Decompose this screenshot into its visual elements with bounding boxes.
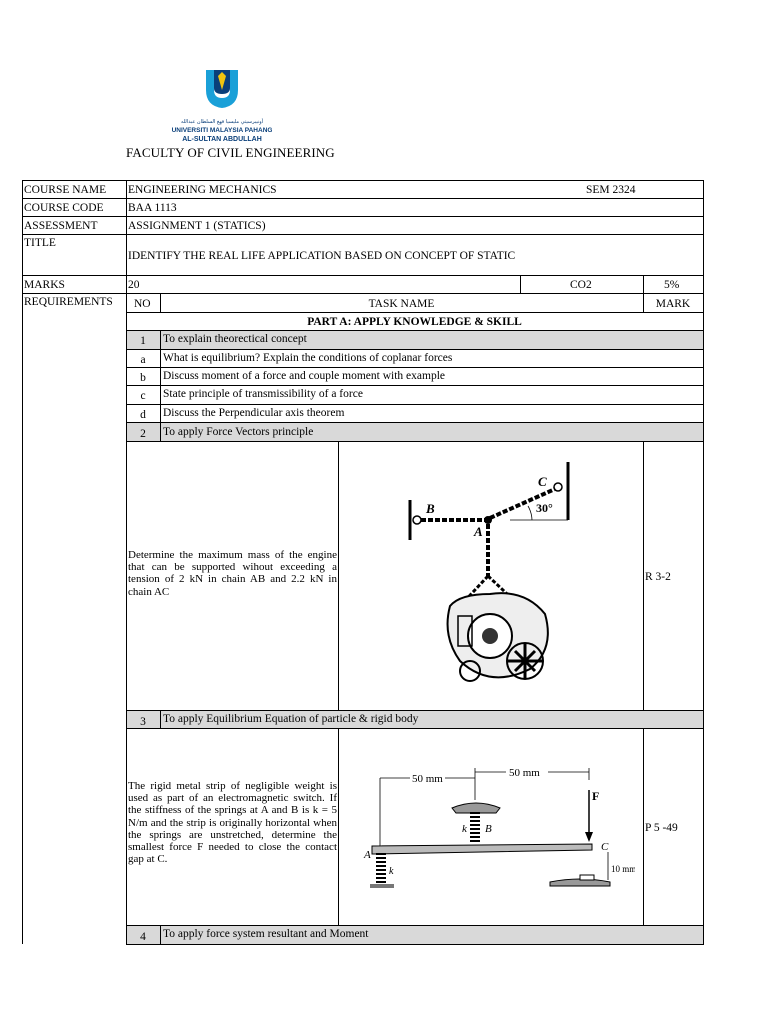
col-task-header: TASK NAME (368, 298, 435, 310)
fig2-label-c: C (601, 841, 609, 853)
requirements-label: REQUIREMENTS (24, 296, 113, 308)
fig1-label-b: B (426, 501, 435, 516)
fig2-dim-1: 50 mm (412, 773, 443, 785)
col-mark-header: MARK (655, 298, 691, 310)
logo-text-arabic: أونيبرسيتي مليسيا فهغ السلطان عبدالله (180, 119, 264, 125)
fig2-dim-2: 50 mm (509, 767, 540, 779)
marks-label: MARKS (24, 279, 65, 291)
task-3-name: To apply Equilibrium Equation of particle & rigid body (163, 713, 419, 725)
course-code-value: BAA 1113 (128, 202, 177, 214)
title-value: IDENTIFY THE REAL LIFE APPLICATION BASED ON CONCEPT OF STATIC (128, 250, 516, 262)
fig2-force-label: F (592, 789, 600, 803)
item-b-no: b (140, 372, 146, 384)
item-a-text: What is equilibrium? Explain the conditions of coplanar forces (163, 352, 453, 364)
question-3-reference: P 5 -49 (645, 822, 678, 834)
item-d-text: Discuss the Perpendicular axis theorem (163, 407, 345, 419)
question-2-text: Determine the maximum mass of the engine that can be supported wihout exceeding a tension of 2 kN in chain AB and 2.2 kN in chain AC (128, 549, 337, 598)
fig2-label-b: B (485, 823, 492, 835)
co-value: CO2 (570, 279, 592, 291)
marks-value: 20 (128, 279, 140, 291)
task-4-no: 4 (140, 931, 146, 943)
fig2-gap-label: 10 mm (611, 864, 635, 874)
course-code-label: COURSE CODE (24, 202, 104, 214)
item-d-no: d (140, 409, 146, 421)
fig2-label-k2: k (389, 866, 394, 877)
logo-text-line2: UNIVERSITI MALAYSIA PAHANG (172, 127, 272, 134)
fig1-angle: 30° (536, 501, 553, 515)
item-b-text: Discuss moment of a force and couple moment with example (163, 370, 445, 382)
item-a-no: a (140, 354, 146, 366)
title-label: TITLE (24, 237, 56, 249)
course-name-label: COURSE NAME (24, 184, 107, 196)
question-2-reference: R 3-2 (645, 571, 671, 583)
course-name-value: ENGINEERING MECHANICS (128, 184, 277, 196)
fig2-label-a: A (364, 849, 371, 861)
task-3-no: 3 (140, 716, 146, 728)
assessment-label: ASSESSMENT (24, 220, 98, 232)
fig1-label-c: C (538, 474, 547, 489)
engine-chain-figure (400, 456, 580, 706)
task-2-no: 2 (140, 428, 146, 440)
question-3-text: The rigid metal strip of negligible weight is used as part of an electromagnetic switch. If the stiffness of the springs at A and B is k = 5 N/m and the strip is originally horizontal when the springs are unstretched, determine the smallest force F needed to close the contact gap at C. (128, 780, 337, 866)
assessment-value: ASSIGNMENT 1 (STATICS) (128, 220, 266, 232)
faculty-name: FACULTY OF CIVIL ENGINEERING (126, 145, 335, 160)
col-no-header: NO (134, 298, 151, 310)
part-a-heading: PART A: APPLY KNOWLEDGE & SKILL (307, 316, 522, 328)
task-1-name: To explain theorectical concept (163, 333, 307, 345)
university-logo (172, 68, 272, 148)
percent-value: 5% (664, 279, 680, 291)
logo-text-line3: AL-SULTAN ABDULLAH (182, 136, 262, 143)
item-c-no: c (140, 390, 146, 402)
task-1-no: 1 (140, 335, 146, 347)
switch-strip-figure (360, 760, 635, 895)
fig1-label-a: A (474, 524, 483, 539)
task-4-name: To apply force system resultant and Moment (163, 928, 369, 940)
item-c-text: State principle of transmissibility of a force (163, 388, 363, 400)
task-2-name: To apply Force Vectors principle (163, 426, 314, 438)
fig2-label-k: k (462, 823, 467, 835)
semester-value: SEM 2324 (586, 184, 636, 196)
